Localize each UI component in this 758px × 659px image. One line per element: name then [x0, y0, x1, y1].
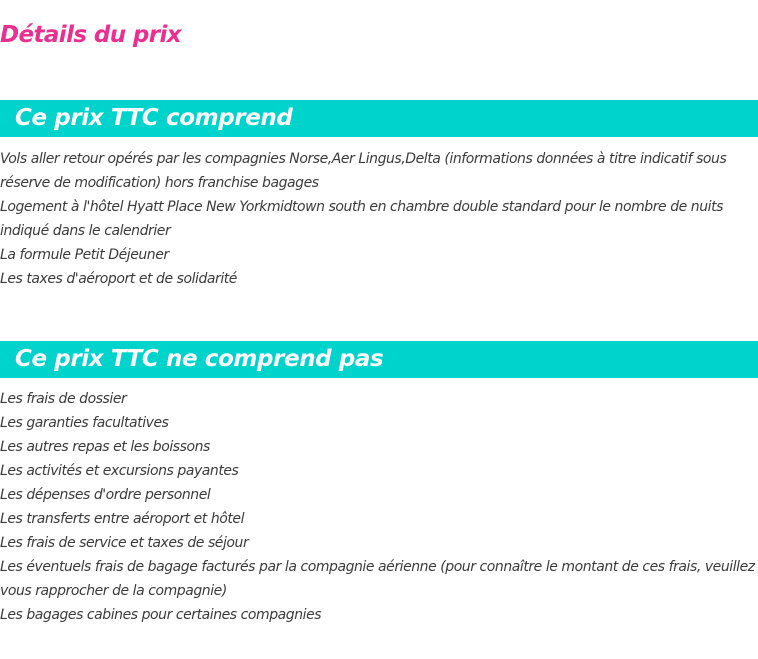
included-list: [0, 147, 758, 291]
included-item-taxes: Les taxes d'aéroport et de solidarité: [0, 271, 237, 287]
excluded-item-service-fees: Les frais de service et taxes de séjour: [0, 535, 249, 551]
page-title: Détails du prix: [0, 22, 182, 48]
included-item-flights: Vols aller retour opérés par les compagnies Norse,Aer Lingus,Delta (informations données à titre indicatif sous réserve de modification) hors franchise bagages: [0, 151, 727, 191]
included-item-breakfast: La formule Petit Déjeuner: [0, 247, 169, 263]
excluded-item-optional-insurance: Les garanties facultatives: [0, 415, 169, 431]
excluded-item-paid-activities: Les activités et excursions payantes: [0, 463, 239, 479]
excluded-item-file-fees: Les frais de dossier: [0, 391, 127, 407]
excluded-item-baggage-fees: Les éventuels frais de bagage facturés par la compagnie aérienne (pour connaître le montant de ces frais, veuillez vous rapprocher de la compagnie): [0, 559, 755, 599]
excluded-item-transfers: Les transferts entre aéroport et hôtel: [0, 511, 245, 527]
excluded-item-cabin-bags: Les bagages cabines pour certaines compagnies: [0, 607, 322, 623]
excluded-section-heading: Ce prix TTC ne comprend pas: [0, 341, 758, 378]
included-section-heading: Ce prix TTC comprend: [0, 100, 758, 137]
included-item-hotel: Logement à l'hôtel Hyatt Place New Yorkmidtown south en chambre double standard pour le nombre de nuits indiqué dans le calendrier: [0, 199, 723, 239]
excluded-item-personal-expenses: Les dépenses d'ordre personnel: [0, 487, 211, 503]
excluded-list: [0, 387, 758, 627]
excluded-item-meals-drinks: Les autres repas et les boissons: [0, 439, 210, 455]
